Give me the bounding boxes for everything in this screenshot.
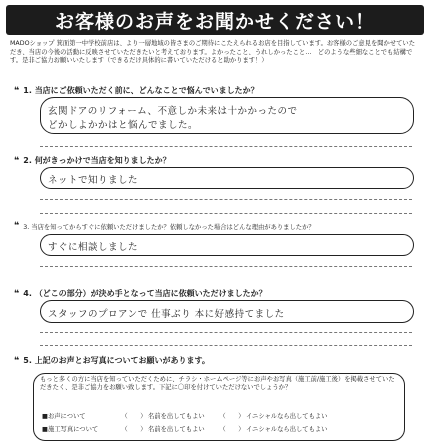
question-3-label: ❝ 3. 当店を知ってからすぐに依頼いただけましたか？依頼しなかった場合はどんな理由がありましたか？ [14,221,315,231]
survey-title: お客様のお声をお聞かせください！ [54,10,375,33]
speech-bubble-icon: ❝ [14,85,20,96]
photo-permission-text: もっと多くの方に当店を知っていただくために、チラシ・ホームページ等にお声やお写真（施工前/施工後）を掲載させていただきたく、是非ご協力をお願い致します。下記に〇印を付けていただけないでしょうか？ [40,376,395,392]
answer-3-line-1: すぐに相談しました [48,242,139,253]
answer-1-line-2: どかしよかかはと悩んでました。 [48,120,199,131]
survey-title-banner [6,5,424,35]
answer-2-line-1: ネットで知りました [48,175,139,186]
answer-4-dashed-line [40,345,412,346]
answer-2-dashed-line [40,213,412,214]
question-1-label: ❝ 1. 当店にご依頼いただく前に、どんなことで悩んでいましたか？ [14,85,259,96]
photo-permission-row: ■施工写真について （ ） 名前を出してもよい （ ） イニシャルなら出してもよい [42,426,328,433]
circle-choice-slot[interactable]: （ ） [121,426,147,433]
intro-text: MADOショップ 箕面第一中学校前店は、より一層地域の皆さまのご期待にこたえられるお店を目指しています。お客様のご意見を聞かせていただき、当店の今後の活動に反映させていただきたいと考えております。よかったこと、うれしかったこと… どのような些細なことでも結構です。是非ご協力お願いいたします（できるだけ具体的に書いていただけると助かります！） [10,40,416,65]
answer-3-dashed-line [40,266,412,267]
answer-2-dashed-line [40,199,412,200]
question-5-label: ❝ 5. 上記のお声とお写真についてお願いがあります。 [14,355,210,366]
speech-bubble-icon: ❝ [14,155,20,166]
speech-bubble-icon: ❝ [14,355,20,366]
answer-1-line-1: 玄関ドアのリフォーム、不意しか未来は十かかったので [48,106,298,117]
circle-choice-slot[interactable]: （ ） [219,426,245,433]
answer-1-dashed-line [40,146,412,147]
answer-4-line-1: スタッフのプロアンで 仕事ぶり 本に好感持てました [48,309,285,320]
voice-permission-row: ■お声について （ ） 名前を出してもよい （ ） イニシャルなら出してもよい [42,413,328,420]
question-2-label: ❝ 2. 何がきっかけで当店を知りましたか？ [14,155,171,166]
circle-choice-slot[interactable]: （ ） [219,413,245,420]
circle-choice-slot[interactable]: （ ） [121,413,147,420]
answer-4-dashed-line [40,332,412,333]
question-4-label: ❝ 4. （どこの部分）が決め手となって当店に依頼いただけましたか？ [14,288,267,299]
speech-bubble-icon: ❝ [14,221,20,231]
speech-bubble-icon: ❝ [14,288,20,299]
